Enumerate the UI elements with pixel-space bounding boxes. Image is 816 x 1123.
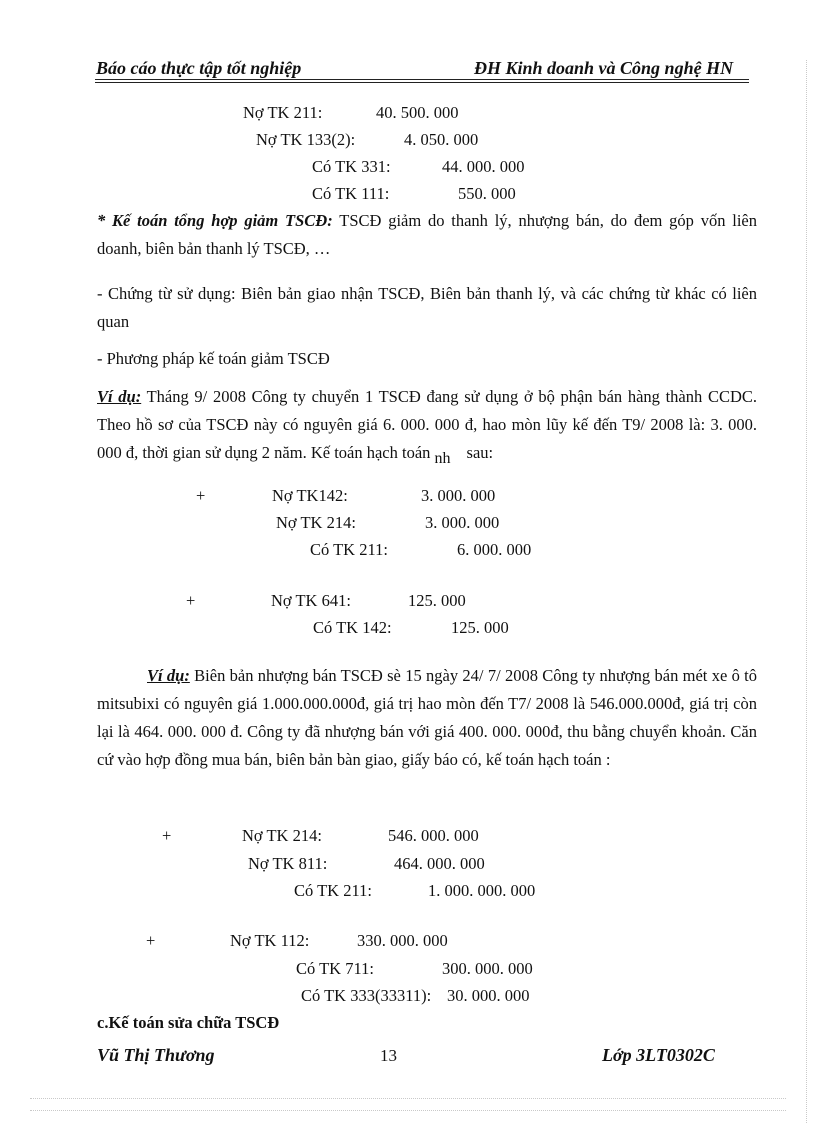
entry-amount: 6. 000. 000 [457,540,532,559]
example-2-text: Biên bản nhượng bán TSCĐ sè 15 ngày 24/ 7/ 2008 Công ty nhượng bán mét xe ô tô mitsubixi có nguyên giá 1.000.000.000đ, giá trị hao mòn đến T7/ 2008 là 546.000.000đ, giá trị còn lại là 464. 000. 000 đ. Công ty đã nhượng bán với giá 400. 000. 000đ, thu bằng chuyển khoản. Căn cứ vào hợp đồng mua bán, biên bản bàn giao, giấy báo có, kế toán hạch toán : [97,666,758,769]
entry-account: Nợ TK 811: [248,854,328,873]
entry-amount: 125. 000 [451,618,509,637]
entry-account: Nợ TK142: [272,486,348,505]
entry-amount: 30. 000. 000 [447,986,530,1005]
example-1-text-end: sau: [466,443,494,462]
footer-class: Lớp 3LT0302C [602,1045,715,1065]
page-border-dotted-vertical [806,60,807,1123]
entry-account: Có TK 333(33311): [301,986,432,1005]
example-label: Ví dụ: [97,387,142,406]
entry-account: Có TK 331: [312,157,391,176]
entry-amount: 1. 000. 000. 000 [428,881,536,900]
header-left: Báo cáo thực tập tốt nghiệp [96,58,302,78]
example-2-paragraph [97,662,757,774]
entry-amount: 44. 000. 000 [442,157,525,176]
documents-used: - Chứng từ sử dụng: Biên bản giao nhận TSCĐ, Biên bản thanh lý, và các chứng từ khác có liên quan [97,284,757,331]
entry-amount: 4. 050. 000 [404,130,479,149]
entry-amount: 330. 000. 000 [357,931,448,950]
footer-author: Vũ Thị Thương [97,1045,215,1065]
entry-account: Có TK 711: [296,959,374,978]
entry-account: Nợ TK 214: [242,826,322,845]
entry-account: Có TK 211: [294,881,372,900]
entry-amount: 550. 000 [458,184,516,203]
example-1-subscript: nh [434,450,451,467]
plus-marker: + [196,486,206,505]
entry-account: Nợ TK 133(2): [256,130,356,149]
plus-marker: + [162,826,172,845]
entry-amount: 464. 000. 000 [394,854,485,873]
entry-amount: 3. 000. 000 [421,486,496,505]
page-border-dotted [30,1110,786,1111]
entry-amount: 300. 000. 000 [442,959,533,978]
section-decrease-text: TSCĐ giảm do thanh lý, nhượng bán, do đem góp vốn liên doanh, biên bản thanh lý TSCĐ, … [97,211,757,258]
header-rule [95,79,749,80]
page-border-dotted [30,1098,786,1099]
example-label: Ví dụ: [147,666,190,685]
plus-marker: + [186,591,196,610]
entry-account: Nợ TK 641: [271,591,351,610]
entry-account: Có TK 111: [312,184,390,203]
method-line: - Phương pháp kế toán giảm TSCĐ [97,349,330,368]
example-1-text: Tháng 9/ 2008 Công ty chuyển 1 TSCĐ đang sử dụng ở bộ phận bán hàng thành CCDC. Theo hồ sơ của TSCĐ này có nguyên giá 6. 000. 000 đ, hao mòn lũy kế đến T9/ 2008 là: 3. 000. 000 đ, thời gian sử dụng 2 năm. Kế toán hạch toán [97,387,757,462]
page-number: 13 [380,1046,397,1065]
entry-account: Nợ TK 211: [243,103,323,122]
plus-marker: + [146,931,156,950]
example-1-paragraph [97,383,757,468]
entry-account: Có TK 142: [313,618,392,637]
header-rule-thin [95,82,749,83]
section-decrease-heading: * Kế toán tổng hợp giảm TSCĐ: [97,211,333,230]
entry-account: Có TK 211: [310,540,388,559]
entry-account: Nợ TK 214: [276,513,356,532]
entry-amount: 3. 000. 000 [425,513,500,532]
header-right: ĐH Kinh doanh và Công nghệ HN [474,58,734,78]
entry-amount: 40. 500. 000 [376,103,459,122]
section-decrease-paragraph [97,207,757,263]
entry-amount: 546. 000. 000 [388,826,479,845]
entry-account: Nợ TK 112: [230,931,310,950]
next-section-heading: c.Kế toán sửa chữa TSCĐ [97,1013,280,1032]
entry-amount: 125. 000 [408,591,466,610]
